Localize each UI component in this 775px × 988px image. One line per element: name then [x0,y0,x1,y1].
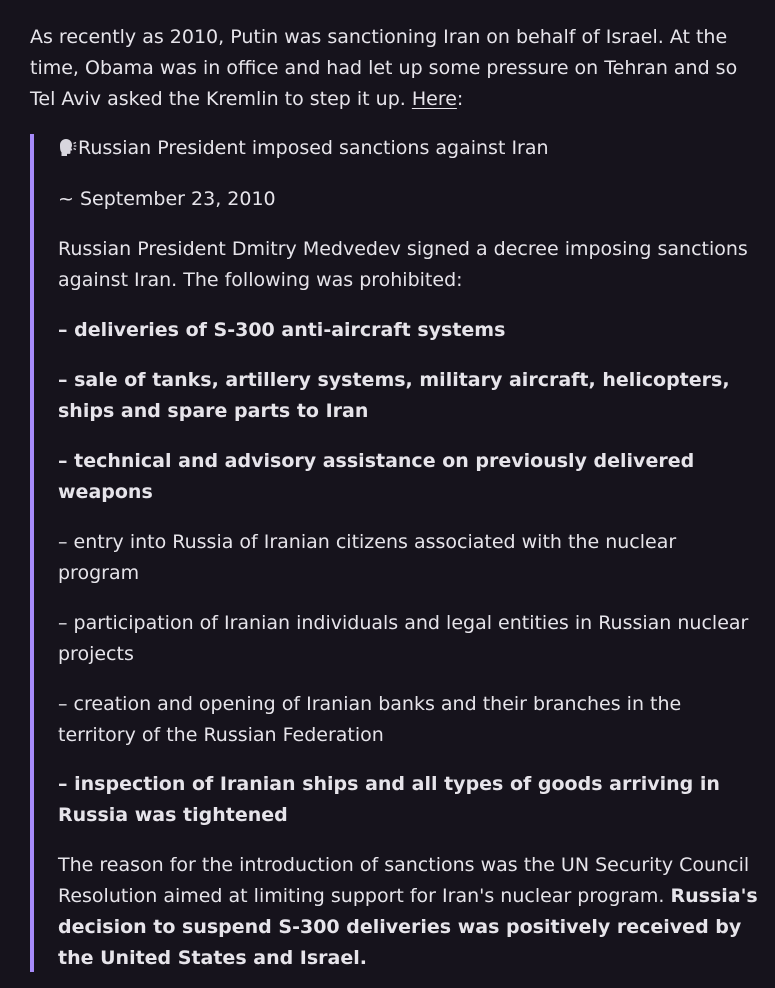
quote-date: ~ September 23, 2010 [58,188,276,210]
quote-headline [58,133,762,164]
speaking-head-icon [58,137,78,157]
here-link[interactable]: Here [411,88,457,110]
sanction-item-1: – deliveries of S-300 anti-aircraft systems [58,319,506,341]
sanction-item-5: – participation of Iranian individuals and legal entities in Russian nuclear projects [58,612,749,665]
closing-bold: Russia's decision to suspend S-300 deliveries was positively received by the United States and Israel. [58,885,758,969]
quote-lead: Russian President Dmitry Medvedev signed a decree imposing sanctions against Iran. The following was prohibited: [58,238,748,291]
intro-colon: : [456,88,464,110]
closing-plain: The reason for the introduction of sanctions was the UN Security Council Resolution aimed at limiting support for Iran's nuclear program. [58,854,750,907]
intro-paragraph [30,22,760,115]
sanction-item-3: – technical and advisory assistance on previously delivered weapons [58,450,695,503]
sanction-item-4: – entry into Russia of Iranian citizens associated with the nuclear program [58,531,677,584]
blockquote [30,134,760,972]
quote-closing [58,850,762,974]
sanction-item-7: – inspection of Iranian ships and all types of goods arriving in Russia was tightened [58,773,720,826]
intro-text: As recently as 2010, Putin was sanctioning Iran on behalf of Israel. At the time, Obama was in office and had let up some pressure on Tehran and so Tel Aviv asked the Kremlin to step it up. [30,26,738,110]
sanction-item-2: – sale of tanks, artillery systems, military aircraft, helicopters, ships and spare parts to Iran [58,369,730,422]
headline-text: Russian President imposed sanctions against Iran [78,137,549,159]
sanction-item-6: – creation and opening of Iranian banks and their branches in the territory of the Russian Federation [58,693,682,746]
